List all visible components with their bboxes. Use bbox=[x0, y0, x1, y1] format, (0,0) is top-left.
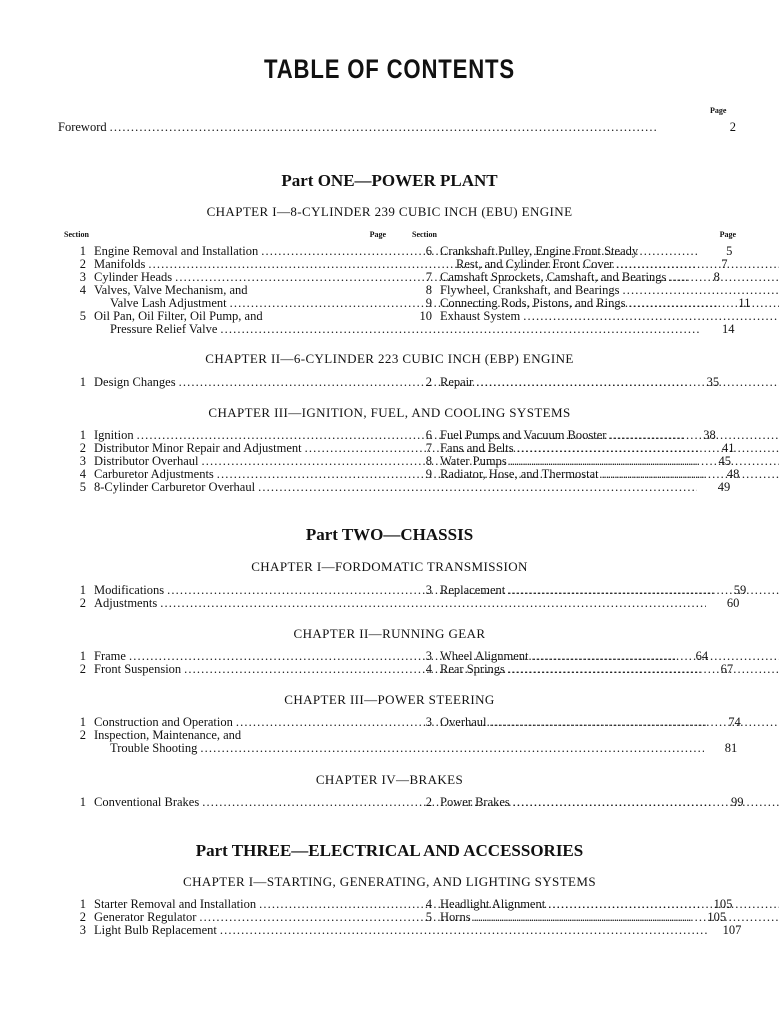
entry-page: 49 bbox=[717, 480, 731, 494]
toc-entry[interactable] bbox=[412, 310, 736, 323]
toc-entry[interactable] bbox=[412, 376, 736, 389]
entry-label: Construction and Operation bbox=[94, 715, 233, 729]
part-title: Part ONE—POWER PLANT bbox=[281, 171, 498, 190]
section-number: 3 bbox=[79, 270, 86, 284]
section-number: 8 bbox=[425, 454, 432, 468]
entry-label: Rest, and Cylinder Front Cover bbox=[456, 257, 614, 271]
chapter-column-right bbox=[412, 650, 736, 676]
section-number: 4 bbox=[425, 662, 432, 676]
toc-entry[interactable] bbox=[412, 911, 736, 924]
toc-entry[interactable] bbox=[412, 245, 736, 271]
section-number: 1 bbox=[79, 649, 86, 663]
entry-label: Distributor Overhaul bbox=[94, 454, 199, 468]
toc-entry[interactable] bbox=[412, 584, 736, 597]
entry-label: Wheel Alignment bbox=[440, 649, 529, 663]
entry-label: Generator Regulator bbox=[94, 910, 197, 924]
section-number: 7 bbox=[425, 270, 432, 284]
section-number: 2 bbox=[425, 375, 432, 389]
entry-page: 35 bbox=[706, 375, 720, 389]
entry-label: Camshaft Sprockets, Camshaft, and Bearings bbox=[440, 270, 667, 284]
entry-label: Power Brakes bbox=[440, 795, 510, 809]
dot-leader bbox=[258, 481, 697, 494]
entry-label: Distributor Minor Repair and Adjustment bbox=[94, 441, 302, 455]
entry-label: Horns bbox=[440, 910, 471, 924]
dot-leader bbox=[220, 323, 701, 336]
dot-leader bbox=[513, 796, 779, 809]
chapter-column-right bbox=[412, 716, 736, 729]
entry-label: Design Changes bbox=[94, 375, 176, 389]
entry-page: 41 bbox=[721, 441, 735, 455]
entry-page: 105 bbox=[707, 910, 727, 924]
page-title: TABLE OF CONTENTS bbox=[264, 54, 515, 85]
entry-label: 8-Cylinder Carburetor Overhaul bbox=[94, 480, 256, 494]
section-number: 2 bbox=[79, 257, 86, 271]
entry-label: Modifications bbox=[94, 583, 165, 597]
toc-entry[interactable] bbox=[412, 796, 736, 809]
dot-leader bbox=[474, 911, 779, 924]
section-header: Section bbox=[64, 230, 89, 239]
entry-label: Pressure Relief Valve bbox=[110, 322, 218, 336]
entry-label: Flywheel, Crankshaft, and Bearings bbox=[440, 283, 620, 297]
section-number: 2 bbox=[79, 662, 86, 676]
section-number: 2 bbox=[425, 795, 432, 809]
section-number: 4 bbox=[79, 467, 86, 481]
section-number: 6 bbox=[425, 244, 432, 258]
dot-leader bbox=[602, 468, 779, 481]
entry-label: Fuel Pumps and Vacuum Booster bbox=[440, 428, 607, 442]
entry-label: Conventional Brakes bbox=[94, 795, 200, 809]
entry-label: Adjustments bbox=[94, 596, 158, 610]
column-header bbox=[64, 228, 386, 241]
chapter-column-right bbox=[412, 584, 736, 597]
chapter-title: CHAPTER I—8-CYLINDER 239 CUBIC INCH (EBU) ENGINE bbox=[206, 204, 573, 219]
entry-page: 45 bbox=[718, 454, 731, 468]
chapter-title: CHAPTER III—POWER STEERING bbox=[284, 692, 495, 707]
entry-label: Frame bbox=[94, 649, 126, 663]
dot-leader bbox=[548, 898, 779, 911]
dot-leader bbox=[110, 120, 727, 135]
dot-leader bbox=[508, 663, 779, 676]
entry-label: Starter Removal and Installation bbox=[94, 897, 257, 911]
chapter-title: CHAPTER I—FORDOMATIC TRANSMISSION bbox=[251, 559, 528, 574]
chapter-column-right bbox=[412, 376, 736, 389]
entry-label: Fans and Belts bbox=[440, 441, 514, 455]
entry-label: Inspection, Maintenance, and bbox=[94, 728, 242, 742]
entry-label: Water Pumps bbox=[440, 454, 507, 468]
section-number: 6 bbox=[425, 428, 432, 442]
entry-page: 5 bbox=[726, 244, 733, 258]
entry-page: 64 bbox=[695, 649, 709, 663]
chapter-column-right bbox=[412, 228, 736, 323]
entry-label: Foreword bbox=[58, 120, 107, 134]
dot-leader bbox=[476, 376, 779, 389]
section-number: 3 bbox=[79, 454, 86, 468]
section-number: 4 bbox=[79, 283, 86, 297]
entry-page: 2 bbox=[729, 120, 736, 134]
entry-page: 67 bbox=[720, 662, 734, 676]
chapter-column-right bbox=[412, 429, 736, 481]
entry-page: 38 bbox=[703, 428, 716, 442]
section-number: 1 bbox=[79, 428, 86, 442]
section-number: 2 bbox=[79, 596, 86, 610]
entry-label: Front Suspension bbox=[94, 662, 182, 676]
dot-leader bbox=[628, 297, 779, 310]
entry-label: Rear Springs bbox=[440, 662, 505, 676]
toc-entry[interactable] bbox=[64, 728, 738, 755]
section-number: 1 bbox=[79, 375, 86, 389]
entry-page: 48 bbox=[726, 467, 740, 481]
entry-page: 14 bbox=[721, 322, 735, 336]
section-header: Section bbox=[412, 230, 437, 239]
entry-page: 59 bbox=[733, 583, 747, 597]
section-number: 1 bbox=[79, 244, 86, 258]
entry-page: 99 bbox=[730, 795, 744, 809]
dot-leader bbox=[609, 429, 779, 442]
section-number: 3 bbox=[79, 923, 86, 937]
entry-label: Headlight Alignment bbox=[440, 897, 546, 911]
entry-label: Trouble Shooting bbox=[110, 741, 198, 755]
toc-entry[interactable] bbox=[412, 663, 736, 676]
entry-label: Replacement bbox=[440, 583, 506, 597]
section-number: 1 bbox=[79, 795, 86, 809]
entry-page: 105 bbox=[713, 897, 733, 911]
column-header bbox=[412, 228, 736, 241]
section-number: 3 bbox=[425, 715, 432, 729]
entry-label: Connecting Rods, Pistons, and Rings bbox=[440, 296, 626, 310]
dot-leader bbox=[517, 442, 779, 455]
section-number: 5 bbox=[79, 309, 86, 323]
chapter-column-right bbox=[412, 898, 736, 924]
entry-label: Oil Pan, Oil Filter, Oil Pump, and bbox=[94, 309, 263, 323]
entry-label: Overhaul bbox=[440, 715, 487, 729]
toc-entry[interactable] bbox=[64, 923, 742, 937]
section-number: 9 bbox=[425, 467, 432, 481]
part-title: Part THREE—ELECTRICAL AND ACCESSORIES bbox=[195, 841, 584, 860]
part-title: Part TWO—CHASSIS bbox=[305, 525, 474, 544]
entry-page: 8 bbox=[713, 270, 720, 284]
section-number: 2 bbox=[79, 441, 86, 455]
page-column-header: Page bbox=[710, 106, 727, 115]
section-number: 4 bbox=[425, 897, 432, 911]
section-number: 3 bbox=[425, 583, 432, 597]
section-number: 1 bbox=[79, 715, 86, 729]
section-number: 2 bbox=[79, 728, 86, 742]
entry-page: 107 bbox=[722, 923, 742, 937]
section-number: 1 bbox=[79, 583, 86, 597]
toc-entry-foreword[interactable] bbox=[58, 120, 736, 135]
dot-leader bbox=[532, 650, 779, 663]
toc-entry[interactable] bbox=[64, 596, 740, 610]
chapter-title: CHAPTER II—RUNNING GEAR bbox=[293, 626, 486, 641]
dot-leader bbox=[490, 716, 779, 729]
entry-page: 74 bbox=[728, 715, 741, 729]
section-number: 3 bbox=[425, 649, 432, 663]
toc-entry[interactable] bbox=[64, 480, 731, 494]
section-number: 1 bbox=[79, 897, 86, 911]
entry-label: Exhaust System bbox=[440, 309, 521, 323]
entry-page: 11 bbox=[738, 296, 751, 310]
section-number: 2 bbox=[79, 910, 86, 924]
entry-page: 60 bbox=[726, 596, 740, 610]
dot-leader bbox=[523, 310, 779, 323]
chapter-title: CHAPTER III—IGNITION, FUEL, AND COOLING SYSTEMS bbox=[208, 405, 571, 420]
section-number: 7 bbox=[425, 441, 432, 455]
entry-label: Cylinder Heads bbox=[94, 270, 173, 284]
entry-label: Crankshaft Pulley, Engine Front Steady bbox=[440, 244, 639, 258]
entry-label: Ignition bbox=[94, 428, 134, 442]
section-number: 10 bbox=[419, 309, 432, 323]
entry-label: Repair bbox=[440, 375, 474, 389]
entry-label: Light Bulb Replacement bbox=[94, 923, 217, 937]
entry-label: Engine Removal and Installation bbox=[94, 244, 259, 258]
page-header: Page bbox=[719, 230, 736, 239]
dot-leader bbox=[160, 597, 706, 610]
dot-leader bbox=[622, 284, 779, 297]
section-number: 5 bbox=[79, 480, 86, 494]
toc-entry[interactable] bbox=[412, 716, 736, 729]
entry-label: Radiator, Hose, and Thermostat bbox=[440, 467, 599, 481]
dot-leader bbox=[508, 584, 779, 597]
chapter-column-right bbox=[412, 796, 736, 809]
chapter-title: CHAPTER II—6-CYLINDER 223 CUBIC INCH (EBP) ENGINE bbox=[205, 351, 574, 366]
entry-label: Valve Lash Adjustment bbox=[110, 296, 227, 310]
toc-entry[interactable] bbox=[412, 468, 736, 481]
entry-page: 7 bbox=[721, 257, 728, 271]
chapter-title: CHAPTER I—STARTING, GENERATING, AND LIGHTING SYSTEMS bbox=[183, 874, 596, 889]
entry-page: 81 bbox=[724, 741, 738, 755]
section-number: 9 bbox=[425, 296, 432, 310]
chapter-title: CHAPTER IV—BRAKES bbox=[315, 772, 464, 787]
entry-label: Carburetor Adjustments bbox=[94, 467, 214, 481]
section-number: 8 bbox=[425, 283, 432, 297]
page-header: Page bbox=[369, 230, 386, 239]
section-number: 5 bbox=[425, 910, 432, 924]
entry-label: Valves, Valve Mechanism, and bbox=[94, 283, 248, 297]
dot-leader bbox=[669, 271, 779, 284]
entry-label: Manifolds bbox=[94, 257, 146, 271]
dot-leader bbox=[200, 742, 704, 755]
dot-leader bbox=[220, 924, 708, 937]
